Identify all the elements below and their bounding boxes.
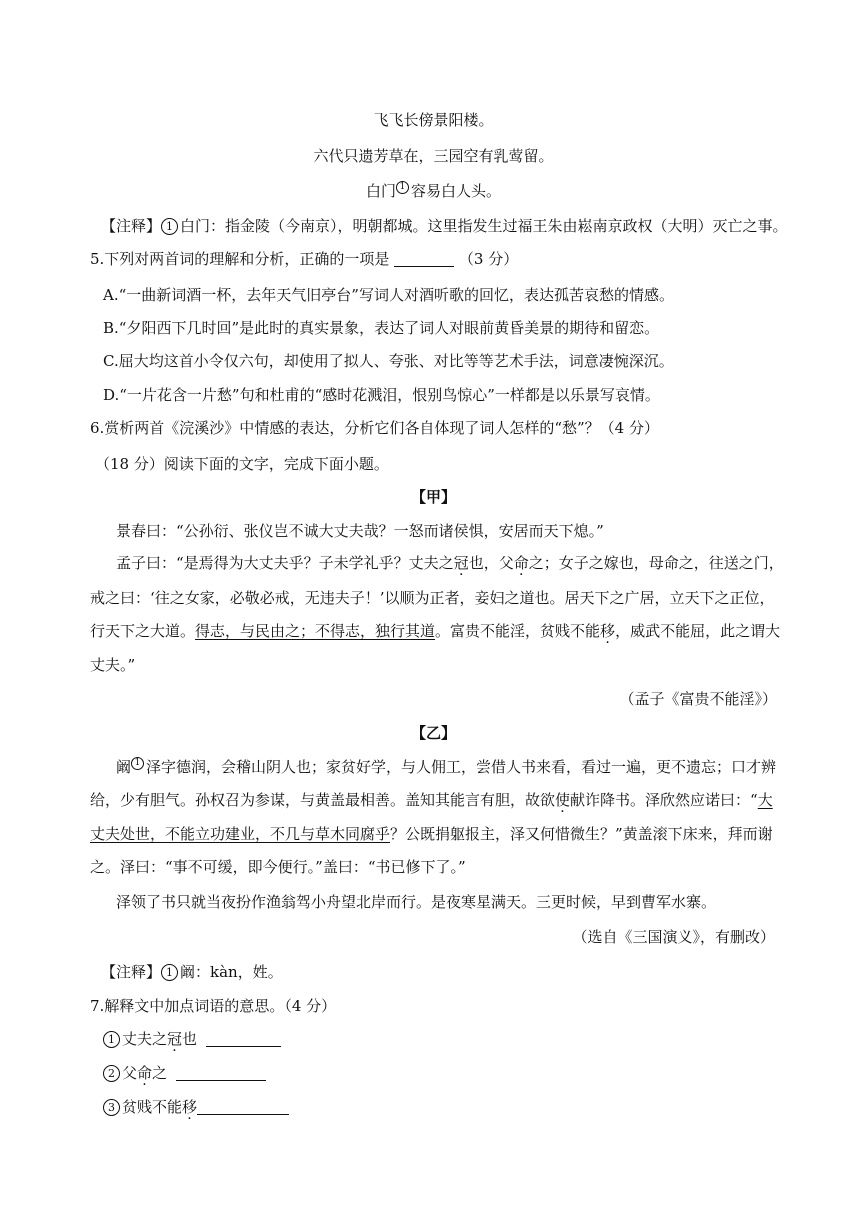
answer-blank[interactable] (206, 1032, 281, 1047)
jia-para-2-line-2: 戒之曰：‘往之女家，必敬必戒，无违夫子！’以顺为正者，妾妇之道也。居天下之广居，立天下之正位， (90, 589, 775, 607)
yi-line-1: 阚 $^1$ 泽字德润，会稽山阴人也；家贫好学，与人佣工，尝借人书来看，看过一遍，更不遗忘；口才辨 (116, 758, 777, 776)
underlined-sentence-yi: 丈夫处世，不能立功建业，不几与草木同腐乎 (90, 825, 391, 843)
poem-line-3a: 白门 (365, 182, 396, 200)
yi-line-3: 丈夫处世，不能立功建业，不几与草木同腐乎？公既捐躯报主，泽又何惜微生？”黄盖滚下床来，拜而谢 (90, 825, 773, 843)
yi-para-2: 泽领了书只就当夜扮作渔翁驾小舟望北岸而行。是夜寒星满天。三更时候，早到曹军水寨。 (116, 893, 717, 911)
jia-para-2-line-4: 丈夫。” (90, 656, 136, 674)
jia-source: （孟子《富贵不能淫》） (619, 690, 777, 708)
yi-line-2: 给，少有胆气。孙权召为参谋，与黄盖最相善。盖知其能言有胆，故欲使献诈降书。泽欣然应诺曰：“大 (90, 791, 773, 809)
footnote-text: 白门：指金陵（今南京），明朝都城。这里指发生过福王朱由崧南京政权（大明）灭亡之事。 (180, 217, 788, 235)
question-5 (90, 248, 518, 269)
yi-line-4: 之。泽曰：“事不可缓，即今便行。”盖曰：“书已修下了。” (90, 858, 466, 876)
footnote-num: 1 (161, 218, 178, 235)
footnote-ref: 1 (396, 182, 411, 193)
jia-para-2-line-3: 行天下之大道。得志，与民由之；不得志，独行其道。富贵不能淫，贫贱不能移，威武不能屈，此之谓大 (90, 622, 781, 640)
option-b: B.“夕阳西下几时回”是此时的真实景象，表达了词人对眼前黄昏美景的期待和留恋。 (103, 319, 660, 337)
poem-line-3 (0, 180, 867, 201)
dotted-word-ming: 命 (513, 554, 529, 572)
answer-blank[interactable] (197, 1100, 289, 1115)
q7-item-2: 2 父命之 (103, 1062, 266, 1083)
option-c: C.屈大均这首小令仅六句，却使用了拟人、夸张、对比等等艺术手法，词意凄惋深沉。 (103, 352, 674, 370)
q7-item-1: 1 丈夫之冠也 (103, 1028, 281, 1049)
dotted-word-guan: 冠 (453, 554, 469, 572)
footnote-2: 【注释】 1 阚：kàn，姓。 (101, 963, 283, 981)
answer-blank[interactable] (176, 1066, 266, 1081)
section-heading: （18 分）阅读下面的文字，完成下面小题。 (95, 455, 389, 473)
option-d: D.“一片花含一片愁”句和杜甫的“感时花溅泪，恨别鸟惊心”一样都是以乐景写哀情。 (103, 386, 660, 404)
answer-blank[interactable] (394, 252, 454, 267)
passage-jia-title: 【甲】 (410, 488, 456, 506)
poem-line-1: 飞飞长傍景阳楼。 (373, 111, 494, 129)
question-6: 6.赏析两首《浣溪沙》中情感的表达，分析它们各自体现了词人怎样的“愁”？（4 分） (90, 419, 659, 437)
underlined-sentence-jia: 得志，与民由之；不得志，独行其道 (195, 622, 436, 640)
jia-para-1: 景春曰：“公孙衍、张仪岂不诚大丈夫哉？一怒而诸侯惧，安居而天下熄。” (116, 522, 604, 540)
poem-line-3b: 容易白人头。 (411, 182, 502, 200)
footnote-label: 【注释】 (101, 217, 162, 235)
option-a: A.“一曲新词酒一杯，去年天气旧亭台”写词人对酒听歌的回忆，表达孤苦哀愁的情感。 (103, 286, 674, 304)
poem-line-2: 六代只遗芳草在，三园空有乳莺留。 (313, 147, 554, 165)
footnote-num: 1 (161, 964, 178, 981)
question-5-score: （3 分） (458, 250, 519, 268)
q7-item-3: 3 贫贱不能移 (103, 1096, 289, 1117)
question-5-stem: 5.下列对两首词的理解和分析，正确的一项是 (90, 250, 390, 268)
footnote-1 (101, 215, 788, 236)
dotted-word-yi: 移 (600, 622, 616, 640)
yi-source: （选自《三国演义》，有删改） (572, 928, 775, 946)
dotted-word-shi: 使 (555, 791, 571, 809)
passage-yi-title: 【乙】 (410, 724, 456, 742)
question-7: 7.解释文中加点词语的意思。（4 分） (90, 997, 337, 1015)
footnote-ref: 1 (131, 757, 144, 770)
jia-para-2-line-1: 孟子曰：“是焉得为大丈夫乎？子未学礼乎？丈夫之冠也，父命之；女子之嫁也，母命之，往送之门， (116, 554, 784, 572)
